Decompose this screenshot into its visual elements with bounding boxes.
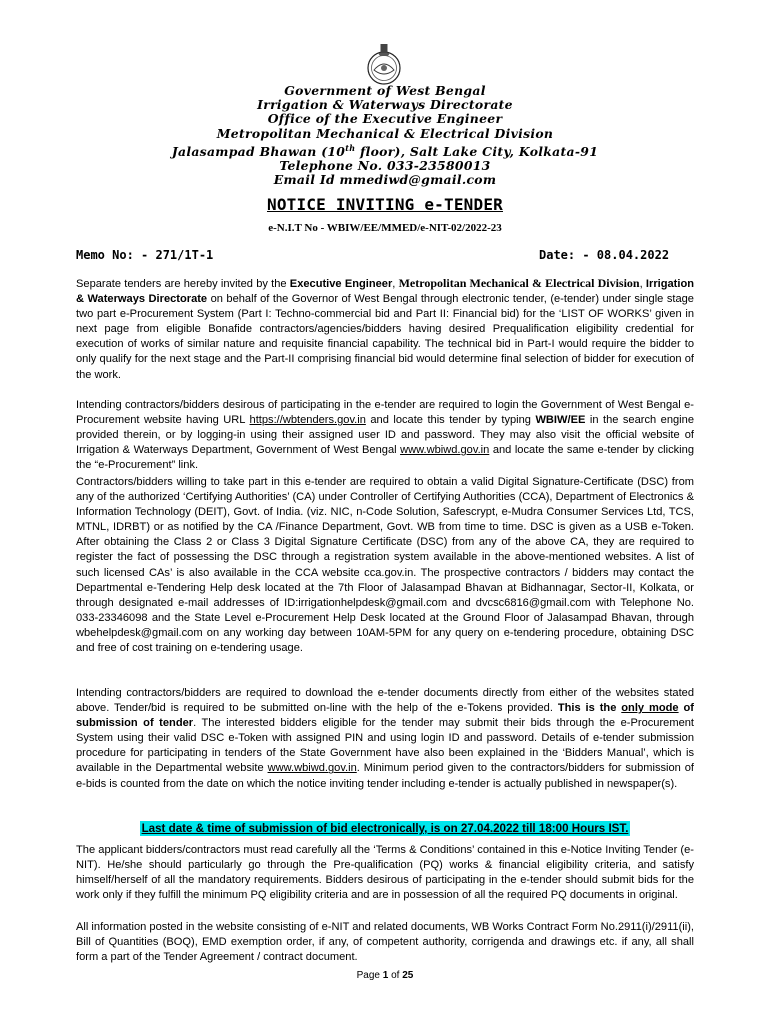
letterhead-address: Jalasampad Bhawan (10th floor), Salt Lake City, Kolkata-91 — [171, 142, 599, 159]
letterhead-office: Office of the Executive Engineer — [267, 111, 503, 127]
office-letterhead — [90, 84, 680, 188]
wbiwd-link[interactable]: www.wbiwd.gov.in — [400, 444, 490, 457]
wbiwd-manual-link[interactable]: www.wbiwd.gov.in — [267, 762, 357, 775]
deadline-banner — [0, 819, 770, 837]
letterhead-division: Metropolitan Mechanical & Electrical Division — [216, 125, 554, 141]
letterhead-directorate: Irrigation & Waterways Directorate — [257, 97, 513, 113]
nit-number: e-N.I.T No - WBIW/EE/MMED/e-NIT-02/2022-23 — [268, 222, 502, 234]
page-number: Page 1 of 25 — [356, 970, 414, 981]
paragraph-dsc-requirement: Contractors/bidders willing to take part in this e-tender are required to obtain a valid Digital Signature-Certificate (DSC) from any of the authorized ‘Certifying Authorities’ (CA) under Controller of Certifying Authorities (CCA), Department of Electronics & Information Technology (DEIT), Govt. of India. (viz. NIC, n-Code Solution, Safescrypt, e-Mudra Consumer Services Ltd, TCS, MTNL, IDRBT) or as notified by the CA /Finance Department, Govt. WB from time to time. DSC is given as a USB e-Token. After obtaining the Class 2 or Class 3 Digital Signature Certificate (DSC) from any of the above CA, they are required to register the fact of possessing the DSC through a registration system available in the above-mentioned websites. A list of such licensed CAs’ is also available in the CCA website cca.gov.in. The prospective contractors / bidders may contact the Departmental e-Tendering Help desk located at the 7th Floor of Jalasampad Bhavan at Bidhannagar, Sector-II, Kolkata, or through designated e-mail addresses of ID:irrigationhelpdesk@gmail.com and dvcsc6816@gmail.com with Telephone No. 033-23346098 and the State Level e-Procurement Help Desk located at the Ground Floor of Jalasampad Bhavan, through wbehelpdesk@gmail.com on any working day between 10AM-5PM for any query on e-tendering procedure, obtaining DSC and free of cost training on e-tendering usage. — [76, 476, 694, 655]
notice-date: Date: - 08.04.2022 — [539, 248, 670, 262]
deadline-text: Last date & time of submission of bid electronically, is on 27.04.2022 till 18:00 Hours IST. — [141, 822, 629, 835]
paragraph-documents: All information posted in the website consisting of e-NIT and related documents, WB Works Contract Form No.2911(i)/2911(ii), Bill of Quantities (BOQ), EMD exemption order, if any, of competent authority, corrigenda and drawings etc. if any, all shall form a part of the Tender Agreement / contract document. — [76, 921, 694, 964]
letterhead-telephone: Telephone No. 033-23580013 — [279, 158, 491, 174]
memo-number: Memo No: - 271/1T-1 — [76, 248, 214, 262]
paragraph-login-instructions: Intending contractors/bidders desirous of participating in the e-tender are required to login the Government of West Bengal e-Procurement website having URL https://wbtenders.gov.in and locate this tender by typing WBIW/EE in the search engine provided therein, or by logging-in using their assigned user ID and password. They may also visit the official website of Irrigation & Waterways Department, Government of West Bengal www.wbiwd.gov.in and locate the same e-tender by clicking the “e-Procurement” link. — [76, 399, 694, 472]
paragraph-terms-conditions: The applicant bidders/contractors must read carefully all the ‘Terms & Conditions’ contained in this e-Notice Inviting Tender (e-NIT). He/she should particularly go through the Pre-qualification (PQ) works & financial eligibility criteria, and satisfy himself/herself of all the mandatory requirements. Bidders desirous of participating in the e-tender should submit bids for the work only if they fulfill the minimum PQ eligibility criteria and are in possession of all the required PQ documents in original. — [76, 844, 694, 902]
paragraph-invitation: Separate tenders are hereby invited by the Executive Engineer, Metropolitan Mechanical & Electrical Division, Irrigation & Waterways Directorate on behalf of the Governor of West Bengal through electronic tender, (e-tender) under single stage two part e-Procurement System (Part I: Techno-commercial bid and Part II: Financial bid) for the ‘LIST OF WORKS’ given in next page from eligible Bonafide contractors/agencies/bidders having desired Prequalification eligibility credential for execution of works of similar nature and requisite financial capability. The technical bid in Part-I would require the bidder to only qualify for the next stage and the Part-II comprising financial bid would determine final selection of bidder for execution of the work. — [76, 276, 694, 381]
wbtenders-link[interactable]: https://wbtenders.gov.in — [249, 414, 366, 427]
paragraph-submission-mode: Intending contractors/bidders are required to download the e-tender documents directly from either of the websites stated above. Tender/bid is required to be submitted on-line with the help of the e-Tokens provided. This is the only mode of submission of tender. The interested bidders eligible for the tender may submit their bids through the e-Procurement System using their valid DSC e-Token with assigned PIN and using login ID and password. Details of e-tender submission procedure for participating in tenders of the State Government have also been explained in the ‘Bidders Manual’, which is available in the Departmental website www.wbiwd.gov.in. Minimum period given to the contractors/bidders for submission of e-bids is counted from the date on which the notice inviting tender including e-tender is actually published in newspaper(s). — [76, 687, 694, 790]
notice-title: NOTICE INVITING e-TENDER — [267, 195, 503, 214]
government-emblem-icon — [364, 40, 404, 86]
letterhead-government: Government of West Bengal — [284, 83, 486, 98]
letterhead-email: Email Id mmediwd@gmail.com — [273, 172, 497, 188]
